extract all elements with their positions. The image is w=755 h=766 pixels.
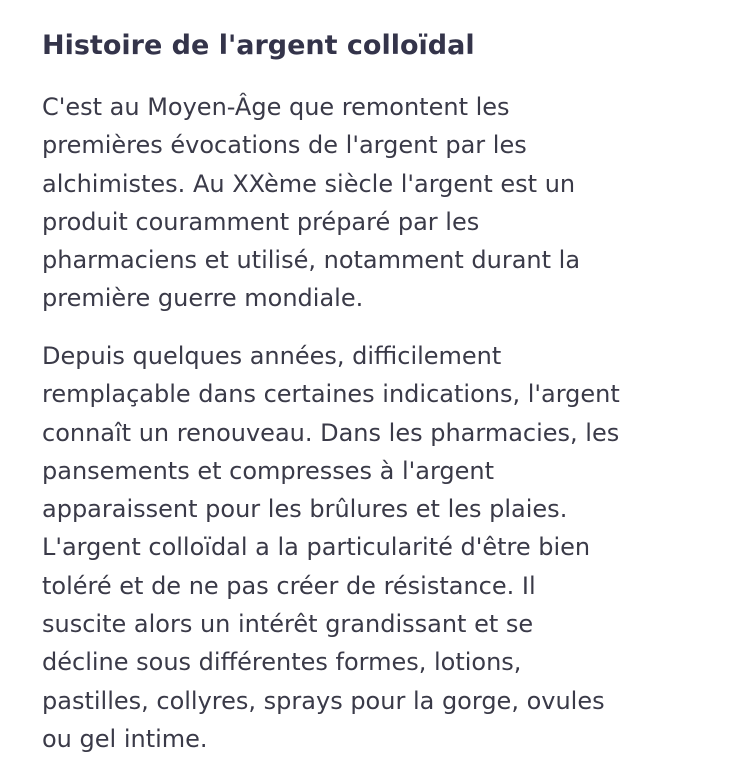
paragraph-2: [42, 337, 620, 758]
text-line: ou gel intime.: [42, 724, 208, 753]
text-line: premières évocations de l'argent par les: [42, 131, 527, 160]
text-line: C'est au Moyen-Âge que remontent les: [42, 93, 510, 121]
text-line: pansements et compresses à l'argent: [42, 456, 495, 485]
text-line: première guerre mondiale.: [42, 284, 364, 313]
text-line: produit couramment préparé par les: [42, 207, 480, 236]
text-line: alchimistes. Au XXème siècle l'argent est un: [42, 169, 576, 198]
text-line: toléré et de ne pas créer de résistance. Il: [42, 571, 536, 600]
text-line: connaît un renouveau. Dans les pharmacies, les: [42, 418, 620, 447]
text-line: apparaissent pour les brûlures et les plaies.: [42, 495, 568, 524]
paragraph-1: [42, 88, 580, 318]
text-line: décline sous différentes formes, lotions,: [42, 648, 522, 677]
text-line: remplaçable dans certaines indications, l'argent: [42, 380, 620, 409]
text-line: pastilles, collyres, sprays pour la gorge, ovules: [42, 686, 605, 715]
text-line: L'argent colloïdal a la particularité d'être bien: [42, 533, 591, 562]
text-line: pharmaciens et utilisé, notamment durant la: [42, 246, 581, 275]
section-title: Histoire de l'argent colloïdal: [42, 30, 475, 61]
text-line: suscite alors un intérêt grandissant et se: [42, 610, 534, 639]
text-line: Depuis quelques années, difficilement: [42, 342, 502, 370]
